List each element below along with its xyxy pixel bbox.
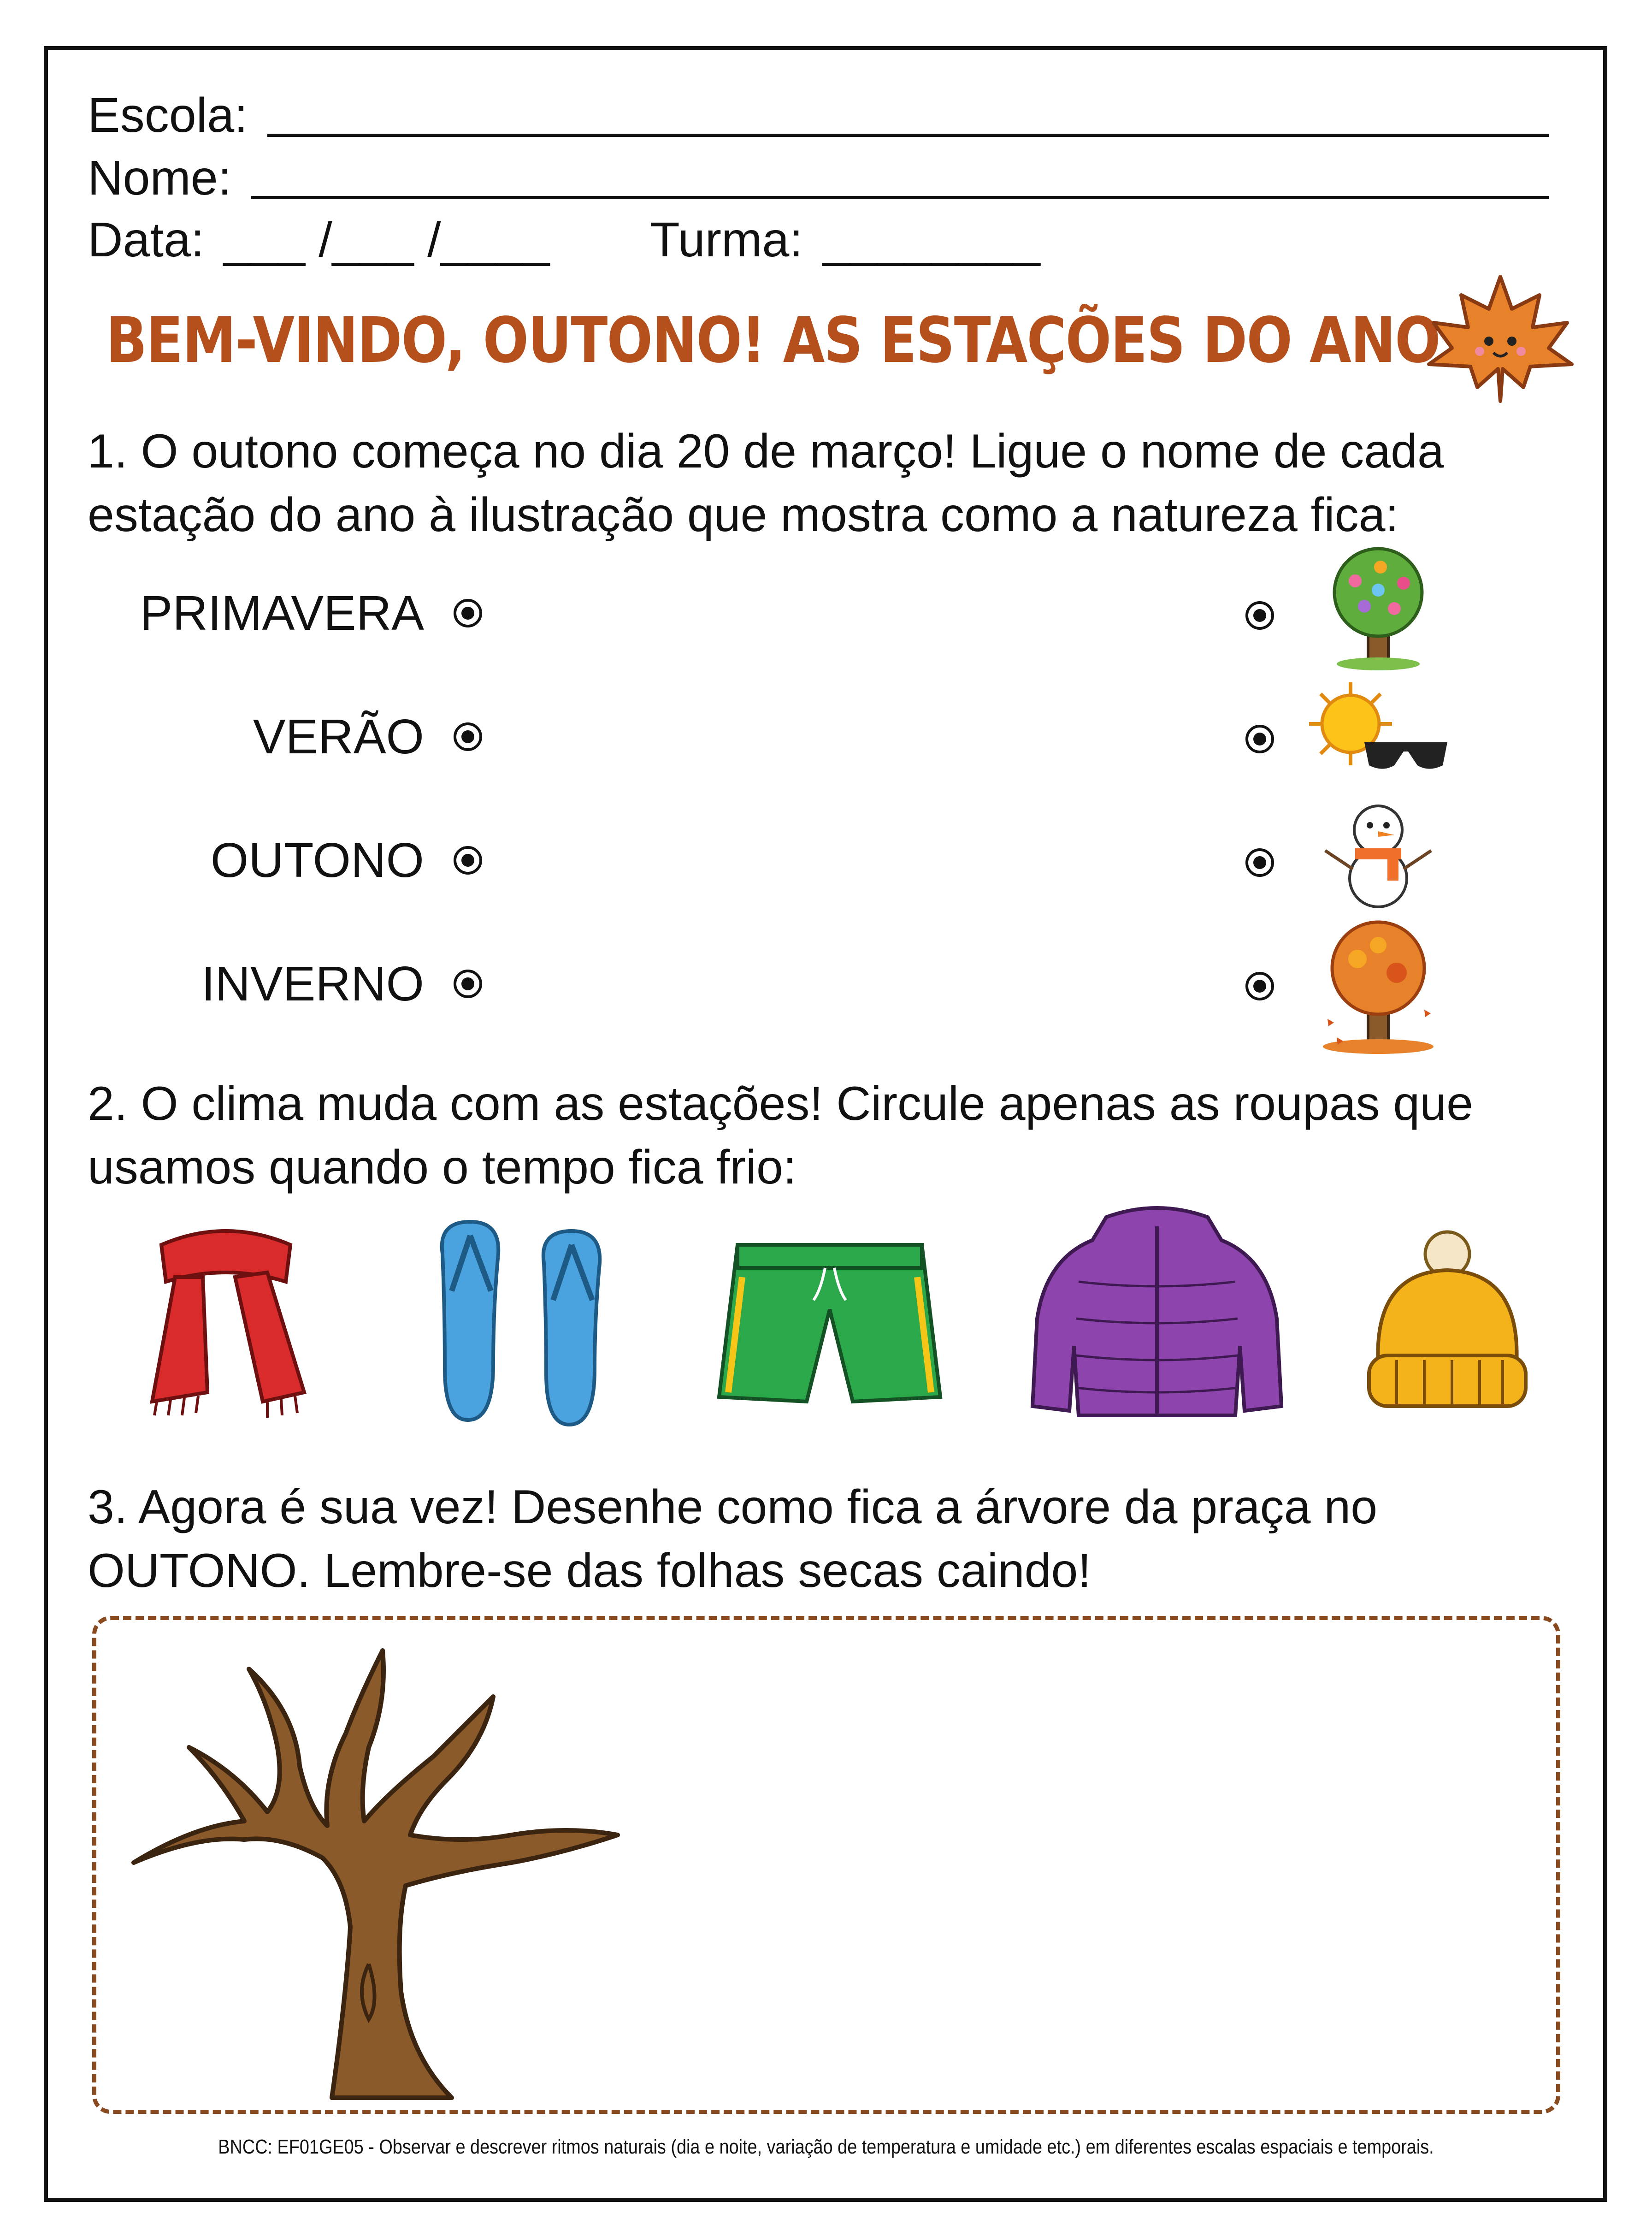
connect-dot-left-4[interactable] xyxy=(453,969,483,999)
connect-dot-left-3[interactable] xyxy=(453,845,483,876)
shorts-icon[interactable] xyxy=(714,1236,945,1411)
season-label-inverno: INVERNO xyxy=(201,957,424,1011)
flip-flops-icon[interactable] xyxy=(424,1217,627,1429)
bncc-footer: BNCC: EF01GE05 - Observar e descrever ritmos naturais (dia e noite, variação de temperatura e umidade etc.) em diferentes escalas espaciais e temporais. xyxy=(218,2136,1434,2158)
page-title: BEM-VINDO, OUTONO! AS ESTAÇÕES DO ANO xyxy=(106,304,1440,377)
bare-tree-icon xyxy=(129,1641,627,2102)
date-label: Data: xyxy=(88,213,205,267)
connect-dot-right-3[interactable] xyxy=(1245,847,1275,878)
question-1-line-2: estação do ano à ilustração que mostra como a natureza fica: xyxy=(88,488,1399,542)
question-2-line-2: usamos quando o tempo fica frio: xyxy=(88,1141,796,1194)
class-label: Turma: xyxy=(650,213,803,267)
question-3-line-1: 3. Agora é sua vez! Desenhe como fica a árvore da praça no xyxy=(88,1480,1378,1534)
school-label: Escola: xyxy=(88,88,248,142)
connect-dot-right-2[interactable] xyxy=(1245,724,1275,754)
school-field[interactable] xyxy=(267,134,1549,137)
season-label-outono: OUTONO xyxy=(210,833,424,888)
question-2-line-1: 2. O clima muda com as estações! Circule apenas as roupas que xyxy=(88,1077,1473,1130)
class-field[interactable]: ________ xyxy=(823,213,1040,267)
maple-leaf-icon xyxy=(1424,267,1576,406)
question-1-line-1: 1. O outono começa no dia 20 de março! Ligue o nome de cada xyxy=(88,425,1444,478)
date-field[interactable]: ___ /___ /____ xyxy=(224,213,550,267)
snowman-icon[interactable] xyxy=(1309,791,1447,911)
question-3 xyxy=(88,1475,1586,1603)
connect-dot-right-4[interactable] xyxy=(1245,971,1275,1001)
jacket-icon[interactable] xyxy=(1028,1199,1286,1429)
sun-sunglasses-icon[interactable] xyxy=(1304,678,1452,779)
season-label-verao: VERÃO xyxy=(253,710,424,764)
connect-dot-left-2[interactable] xyxy=(453,722,483,752)
autumn-tree-icon[interactable] xyxy=(1309,917,1447,1056)
connect-dot-right-1[interactable] xyxy=(1245,600,1275,631)
beanie-icon[interactable] xyxy=(1360,1226,1535,1420)
question-2 xyxy=(88,1072,1586,1199)
question-3-line-2: OUTONO. Lembre-se das folhas secas caindo! xyxy=(88,1544,1092,1598)
season-label-primavera: PRIMAVERA xyxy=(140,586,424,640)
scarf-icon[interactable] xyxy=(134,1217,318,1420)
flowering-tree-icon[interactable] xyxy=(1309,544,1447,673)
name-label: Nome: xyxy=(88,151,232,205)
name-field[interactable] xyxy=(251,196,1549,199)
question-1 xyxy=(88,420,1586,547)
connect-dot-left-1[interactable] xyxy=(453,598,483,628)
